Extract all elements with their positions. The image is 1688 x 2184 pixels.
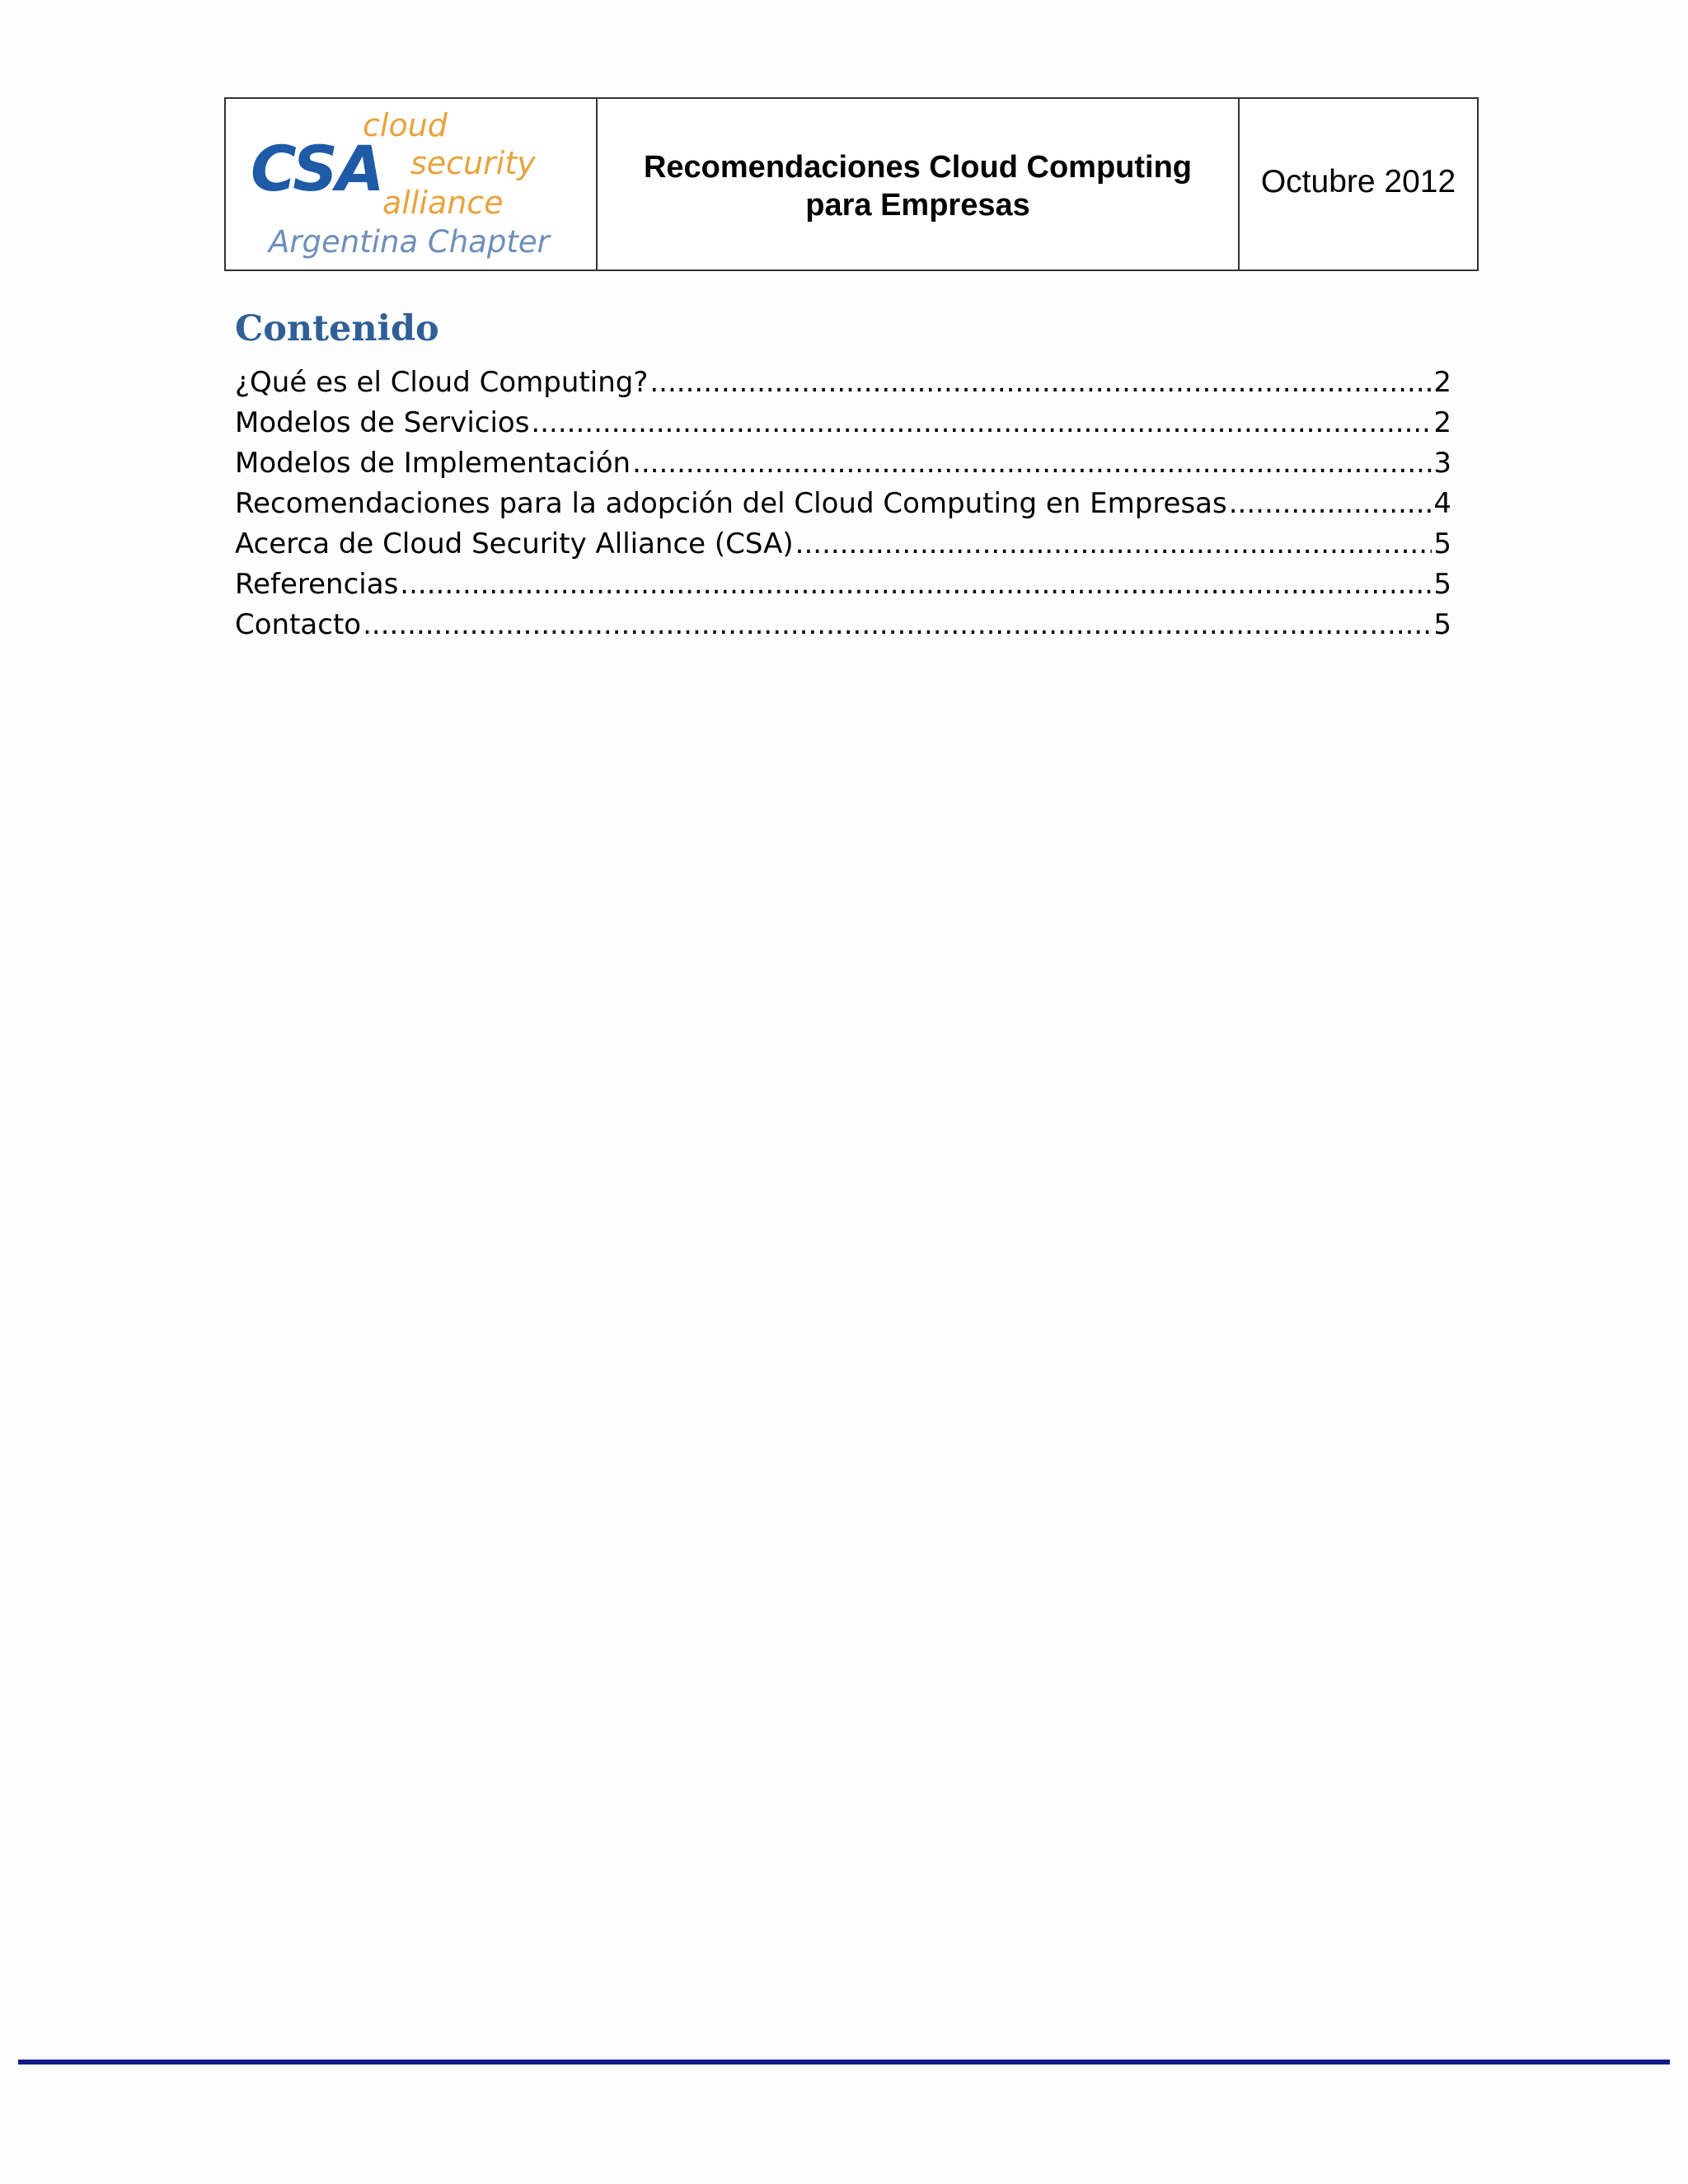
- document-title-line-2: para Empresas: [805, 187, 1030, 223]
- toc-entry-title: Modelos de Implementación: [235, 447, 631, 480]
- toc-entry[interactable]: [235, 363, 1451, 403]
- toc-entry-title: Referencias: [235, 568, 399, 601]
- logo-word-alliance: alliance: [382, 185, 504, 221]
- toc-leader-dots: [1229, 484, 1432, 524]
- toc-entry-page: 5: [1433, 527, 1451, 560]
- toc-entry-title: Modelos de Servicios: [235, 406, 530, 439]
- toc-entry-page: 4: [1433, 487, 1451, 520]
- toc-entry-title: ¿Qué es el Cloud Computing?: [235, 366, 649, 399]
- toc-leader-dots: [795, 524, 1432, 565]
- logo-chapter-name: Argentina Chapter: [269, 224, 550, 260]
- toc-entry-title: Recomendaciones para la adopción del Cloud Computing en Empresas: [235, 487, 1227, 520]
- toc-entry-page: 2: [1433, 366, 1451, 399]
- logo-csa-letters: CSA: [251, 132, 383, 205]
- logo-word-security: security: [410, 145, 536, 181]
- logo-word-cloud: cloud: [363, 107, 448, 143]
- toc-leader-dots: [632, 443, 1432, 484]
- csa-logo: [226, 99, 598, 269]
- toc-entry-page: 2: [1433, 406, 1451, 439]
- toc-entry[interactable]: [235, 403, 1451, 443]
- toc-leader-dots: [400, 565, 1432, 605]
- table-of-contents: [235, 363, 1451, 645]
- document-header-table: [224, 97, 1479, 271]
- toc-entry-page: 5: [1433, 608, 1451, 641]
- toc-entry[interactable]: [235, 565, 1451, 605]
- footer-rule: [18, 2060, 1670, 2064]
- document-date: Octubre 2012: [1260, 163, 1456, 199]
- toc-leader-dots: [363, 605, 1432, 645]
- toc-entry-title: Acerca de Cloud Security Alliance (CSA): [235, 527, 794, 560]
- document-title: [598, 99, 1240, 269]
- toc-entry[interactable]: [235, 443, 1451, 484]
- document-title-line-1: Recomendaciones Cloud Computing: [643, 149, 1193, 185]
- toc-entry[interactable]: [235, 484, 1451, 524]
- toc-entry-page: 3: [1433, 447, 1451, 480]
- toc-leader-dots: [649, 363, 1432, 403]
- toc-entry[interactable]: [235, 524, 1451, 565]
- toc-entry-title: Contacto: [235, 608, 362, 641]
- toc-entry[interactable]: [235, 605, 1451, 645]
- toc-entry-page: 5: [1433, 568, 1451, 601]
- toc-heading: Contenido: [235, 308, 439, 349]
- toc-leader-dots: [531, 403, 1432, 443]
